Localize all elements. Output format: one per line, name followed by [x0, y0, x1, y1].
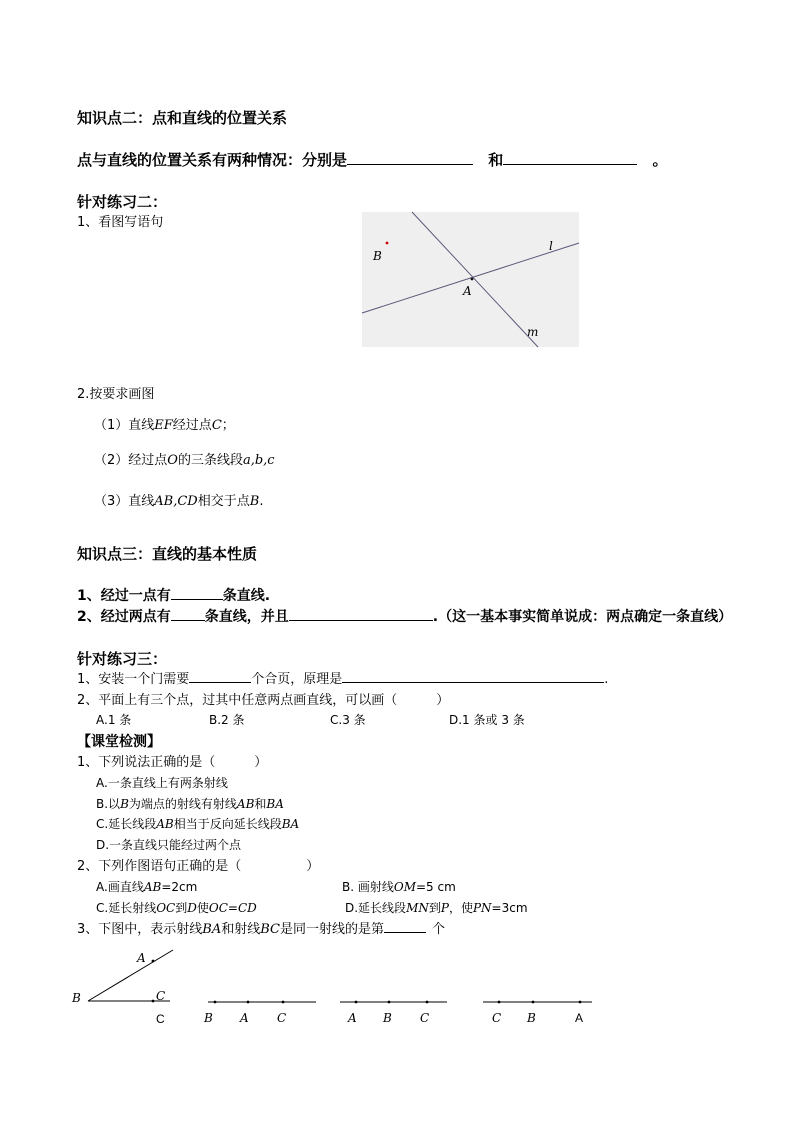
- label-l: l: [549, 239, 553, 253]
- section3-p1: 1、经过一点有 条直线.: [77, 588, 271, 604]
- practice3-q1: 1、安装一个门需要 个合页，原理是 .: [77, 672, 609, 687]
- point-2-A: [247, 1001, 250, 1004]
- check-q2-c: C.延长射线OC到D使OC=CD: [96, 901, 257, 915]
- label-2-C: C: [277, 1011, 287, 1025]
- label-A: A: [137, 951, 146, 965]
- check-q2: 2、下列作图语句正确的是（ ）: [77, 859, 320, 874]
- check-q1-a: A.一条直线上有两条射线: [96, 776, 228, 790]
- practice2-title: 针对练习二：: [77, 193, 168, 211]
- point-4-C: [498, 1001, 501, 1004]
- section2-title: 知识点二：点和直线的位置关系: [77, 109, 288, 127]
- point-2-B: [214, 1001, 217, 1004]
- ray-figure-1: [70, 946, 180, 1026]
- check-q3: 3、下图中，表示射线BA和射线BC是同一射线的是第 个: [77, 922, 446, 937]
- label-3-C: C: [420, 1011, 430, 1025]
- point-3-C: [426, 1001, 429, 1004]
- label-4-B: B: [527, 1011, 536, 1025]
- label-B: B: [373, 249, 382, 263]
- point-4-A: [579, 1001, 582, 1004]
- practice2-q2-3: （3）直线AB,CD相交于点B.: [94, 494, 264, 509]
- check-q2-b: B. 画射线OM=5 cm: [342, 880, 456, 894]
- option-d: D.1 条或 3 条: [449, 713, 525, 727]
- point-3-A: [355, 1001, 358, 1004]
- practice3-q2: 2、平面上有三个点，过其中任意两点画直线，可以画（ ）: [77, 693, 450, 708]
- point-2-C: [282, 1001, 285, 1004]
- caption-C: C: [156, 1012, 165, 1026]
- point-3-B: [388, 1001, 391, 1004]
- check-q1-b: B.以B为端点的射线有射线AB和BA: [96, 797, 284, 811]
- point-C: [152, 1000, 155, 1003]
- ray-figure-2: [200, 994, 320, 1024]
- section3-p2: 2、经过两点有 条直线，并且 .（这一基本事实简单说成：两点确定一条直线）: [77, 609, 733, 625]
- ray-figure-3: [337, 994, 452, 1024]
- section2-intro: 点与直线的位置关系有两种情况：分别是 和 。: [77, 151, 668, 169]
- point-4-B: [532, 1001, 535, 1004]
- label-4-A: A: [575, 1011, 584, 1025]
- ray-figure-4: [480, 994, 598, 1024]
- check-q2-a: A.画直线AB=2cm: [96, 880, 198, 894]
- label-2-B: B: [204, 1011, 213, 1025]
- label-B: B: [72, 991, 81, 1005]
- practice2-q2-1: （1）直线EF经过点C；: [94, 418, 235, 433]
- figure-background: [362, 212, 579, 347]
- label-2-A: A: [240, 1011, 249, 1025]
- option-a: A.1 条: [96, 713, 132, 727]
- label-C: C: [156, 989, 166, 1003]
- option-c: C.3 条: [330, 713, 366, 727]
- label-m: m: [527, 325, 539, 339]
- check-q2-d: D.延长线段MN到P，使PN=3cm: [345, 901, 528, 915]
- option-b: B.2 条: [209, 713, 245, 727]
- label-3-B: B: [383, 1011, 392, 1025]
- practice2-q2: 2.按要求画图: [77, 387, 155, 402]
- label-3-A: A: [348, 1011, 357, 1025]
- point-B: [386, 242, 389, 245]
- check-q1: 1、下列说法正确的是（ ）: [77, 755, 268, 770]
- label-4-C: C: [492, 1011, 502, 1025]
- practice2-q2-2: （2）经过点O的三条线段a,b,c: [94, 453, 275, 468]
- label-A: A: [463, 284, 472, 298]
- check-q1-d: D.一条直线只能经过两个点: [96, 838, 242, 852]
- practice2-q1: 1、看图写语句: [77, 215, 164, 230]
- point-A: [152, 960, 155, 963]
- section3-title: 知识点三：直线的基本性质: [77, 545, 258, 563]
- check-title: 【课堂检测】: [77, 734, 161, 750]
- point-A: [471, 278, 474, 281]
- point-line-figure: [362, 212, 579, 347]
- practice3-title: 针对练习三：: [77, 650, 168, 668]
- check-q1-c: C.延长线段AB相当于反向延长线段BA: [96, 817, 300, 831]
